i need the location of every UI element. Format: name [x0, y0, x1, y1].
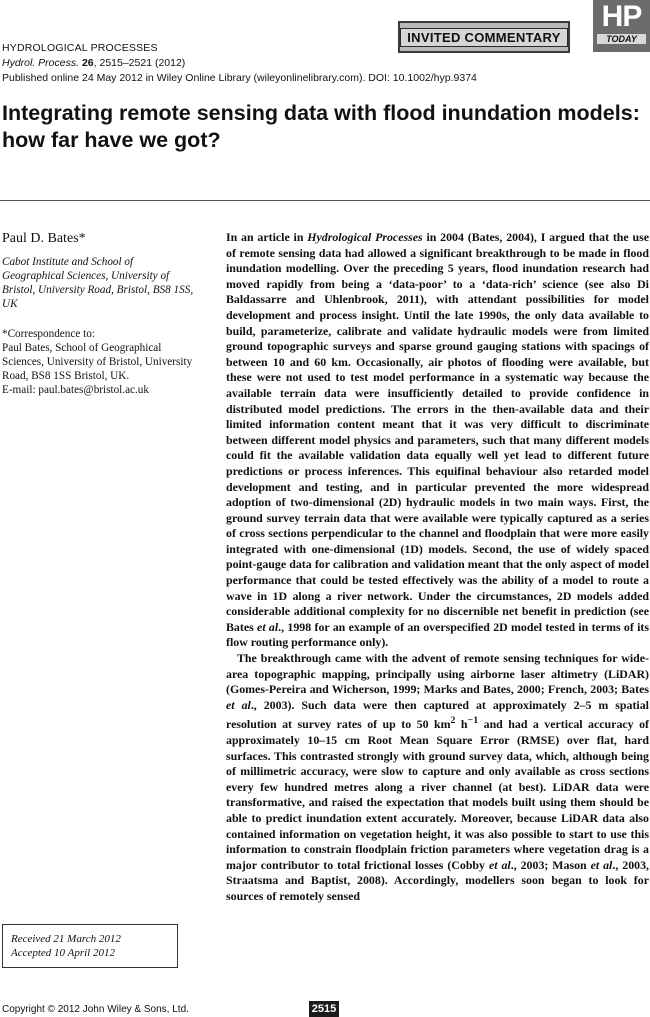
copyright-notice: Copyright © 2012 John Wiley & Sons, Ltd. — [2, 1004, 189, 1015]
logo-subtitle: TODAY — [597, 34, 646, 44]
p1-text-b: in 2004 (Bates, 2004), I argued that the use of remote sensing data had allowed a significant breakthrough to be made in flood inundation modelling. Over the preceding 5 years, flood inundation research had moved rapidly from being a ‘data-poor’ to a ‘data-rich’ science (see also Di Baldassarre and Uhlenbrook, 2011), with attendant possibilities for model development and process insight. Until the late 1990s, the only data available to build, parameterize, calibrate and validate hydraulic models were from limited ground topographic surveys and sparse ground gauging stations with spacings of between 10 and 60 km. Occasionally, air photos of flooding were available, but these were not used to test model performance in a systematic way because the available terrain data were insufficiently detailed to provide confidence in distributed model predictions. The errors in the then-available data and their limited information content meant that it was very difficult to discriminate between different model physics and parameters, such that many different models could fit the available validation data equally well yet lead to different future predictions or process inferences. This equifinal behaviour also retarded model development and testing, and in particular prevented the more widespread adoption of two-dimensional (2D) hydraulic models in two main ways. First, the ground survey terrain data that were available were typically captured as a series of cross sections perpendicular to the channel and floodplain that were more easily integrated with one-dimensional (1D) models. Second, the use of widely spaced point-gauge data for calibration and validation meant that the only aspect of model performance that could be tested effectively was the ability of a model to route a wave in 1D along a river network. Under the circumstances, 2D models added considerable additional complexity for no discernible net benefit in prediction (see Bates — [226, 230, 650, 634]
invited-commentary-badge — [398, 21, 570, 53]
citation-line — [2, 57, 185, 69]
p2-etal-1: et al — [226, 697, 251, 712]
logo-letters: HP — [601, 0, 642, 33]
correspondence-address: Paul Bates, School of Geographical Sciences, University of Bristol, University Road, BS8 1SS Bristol, UK. — [2, 342, 193, 382]
article-body — [226, 230, 649, 905]
paragraph-2 — [226, 651, 649, 904]
received-date: Received 21 March 2012 — [11, 933, 121, 945]
citation-volume: 26 — [81, 57, 94, 69]
published-line: Published online 24 May 2012 in Wiley Online Library (wileyonlinelibrary.com). DOI: 10.1002/hyp.9374 — [2, 72, 477, 84]
correspondence-lead: *Correspondence to: — [2, 328, 95, 340]
author-affiliation: Cabot Institute and School of Geographical Sciences, University of Bristol, University Road, Bristol, BS8 1SS, UK — [2, 256, 194, 310]
badge-label: INVITED COMMENTARY — [400, 28, 567, 47]
page-number: 2515 — [309, 1001, 339, 1017]
paragraph-1 — [226, 230, 649, 651]
title-line-1: Integrating remote sensing data with flood inundation models: — [2, 101, 640, 125]
p2-sup-1: 2 — [450, 715, 456, 727]
title-line-2: how far have we got? — [2, 128, 221, 152]
citation-pages: , 2515–2521 (2012) — [93, 57, 186, 69]
correspondence-block — [2, 327, 202, 397]
p2-text-b: ., 2003). Such data were then captured at approximately 2–5 m spatial resolution at survey rates of up to 50 km — [226, 697, 649, 732]
p2-etal-3: et al — [590, 857, 613, 872]
citation-journal: Hydrol. Process. — [2, 57, 80, 69]
p2-text-a: The breakthrough came with the advent of remote sensing techniques for wide-area topographic mapping, principally using airborne laser altimetry (LiDAR) (Gomes-Pereira and Wicherson, 1999; Marks and Bates, 2000; French, 2003; Bates — [226, 651, 649, 697]
correspondence-email: E-mail: paul.bates@bristol.ac.uk — [2, 384, 149, 396]
header-divider — [0, 200, 650, 201]
author-name: Paul D. Bates* — [2, 231, 86, 246]
article-title — [2, 100, 642, 154]
p1-text-a: In an article in — [226, 230, 308, 244]
accepted-date: Accepted 10 April 2012 — [11, 947, 115, 959]
p1-text-c: ., 1998 for an example of an overspecified 2D model tested in terms of its flow routing performance only). — [226, 619, 649, 650]
p2-text-f: ., 2003, Straatsma and Baptist, 2008). Accordingly, modellers soon began to look for sources of remotely sensed — [226, 857, 649, 903]
p1-etal: et al — [257, 619, 279, 634]
p2-etal-2: et al — [488, 857, 511, 872]
p2-text-c: h — [455, 717, 468, 732]
hp-today-logo — [593, 0, 650, 52]
p2-text-e: ., 2003; Mason — [510, 857, 591, 872]
p2-text-d: and had a vertical accuracy of approximately 10–15 cm Root Mean Square Error (RMSE) over flat, hard surfaces. This contrasted strongly with ground survey data, which, although being of millimetric accuracy, were slow to capture and only available as cross sections every few hundred metres along a river channel (at best). LiDAR data were transformative, and raised the expectation that models built using them should be able to predict inundation extent accurately. Moreover, because LiDAR data also contained information on vegetation height, it was also possible to start to use this information to constrain floodplain friction parameters where vegetation drag is a major contributor to total frictional losses (Cobby — [226, 717, 649, 872]
p2-sup-2: −1 — [467, 715, 479, 727]
received-accepted-box — [2, 924, 178, 968]
journal-label: HYDROLOGICAL PROCESSES — [2, 42, 158, 54]
p1-journal: Hydrological Processes — [307, 230, 423, 244]
